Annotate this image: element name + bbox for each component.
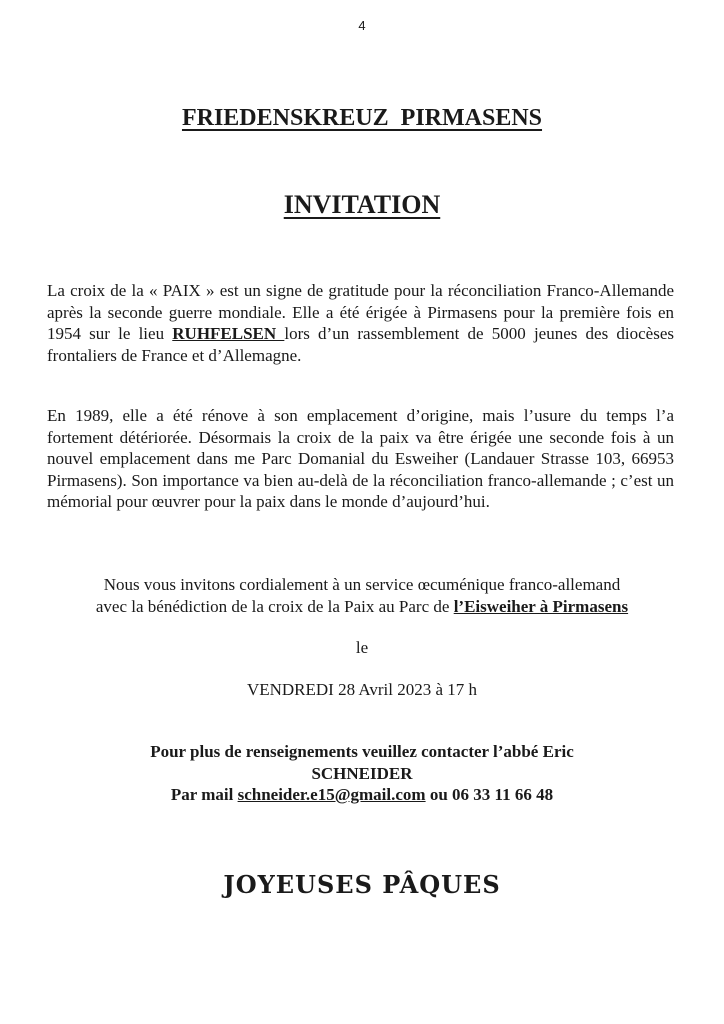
history-paragraph <box>47 280 674 366</box>
invitation-line-2: avec la bénédiction de la croix de la Paix au Parc de <box>95 596 454 616</box>
phone-number: ou 06 33 11 66 48 <box>425 785 554 804</box>
invitation-line-1: Nous vous invitons cordialement à un service œcuménique franco-allemand <box>103 575 621 594</box>
contact-name: SCHNEIDER <box>311 763 413 783</box>
history-text-start: La croix de la « PAIX » est un signe de gratitude pour la réconciliation Franco-Allemande après la seconde guerre mondiale. Elle a été érigée à Pirmasens pour la première fois en 1954 sur le lieu <box>47 281 674 343</box>
easter-greeting: JOYEUSES PÂQUES <box>223 870 501 899</box>
invitation-heading: INVITATION <box>283 190 441 219</box>
le-word: le <box>355 638 369 657</box>
contact-block <box>0 741 724 806</box>
ruhfelsen-place: RUHFELSEN <box>172 324 285 343</box>
renovation-paragraph: En 1989, elle a été rénove à son emplacement d’origine, mais l’usure du temps l’a fortement détériorée. Désormais la croix de la paix va être érigée une seconde fois à un nouvel emplacement dans me Parc Domanial du Esweiher (Landauer Strasse 103, 66953 Pirmasens). Son importance va bien au-delà de la réconciliation franco-allemande ; c’est un mémorial pour œuvrer pour la paix dans le monde d’aujourd’hui. <box>47 406 674 511</box>
eisweiher-place: l’Eisweiher à Pirmasens <box>453 596 629 616</box>
invitation-text <box>0 574 724 617</box>
contact-line-3 <box>0 784 724 806</box>
page-number: 4 <box>358 18 366 33</box>
contact-line-1: Pour plus de renseignements veuillez contacter l’abbé Eric <box>150 742 574 761</box>
event-date: VENDREDI 28 Avril 2023 à 17 h <box>246 680 478 699</box>
history-text-end: lors d’un rassemblement de 5000 jeunes des diocèses frontaliers de France et d’Allemagne. <box>47 324 674 365</box>
mail-prefix: Par mail <box>170 785 238 804</box>
email-link[interactable]: schneider.e15@gmail.com <box>237 785 426 804</box>
main-title: FRIEDENSKREUZ PIRMASENS <box>181 105 543 131</box>
